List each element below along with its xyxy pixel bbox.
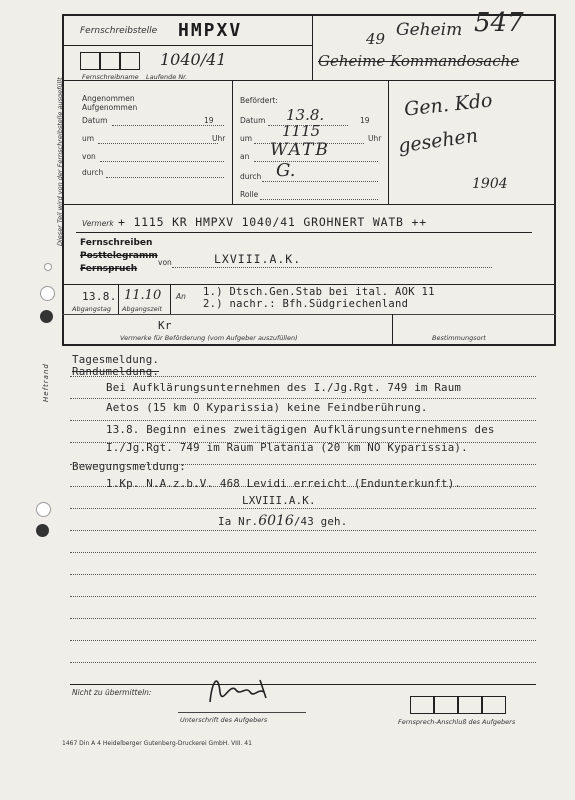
forwarded-datum-value: 13.8. <box>286 106 325 124</box>
received-von-line <box>100 161 224 162</box>
rule-line <box>70 574 536 575</box>
forwarded-um-label: um <box>240 134 253 143</box>
message-p2-line2: I./Jg.Rgt. 749 im Raum Platania (20 km NO Kyparissia). <box>106 441 468 454</box>
reference-line <box>218 510 347 529</box>
forwarded-datum-label: Datum <box>240 116 266 125</box>
classification-main: Geheime Kommandosache <box>318 52 520 70</box>
vermerk-top-divider <box>62 204 556 205</box>
printer-line: 1467 Din A 4 Heidelberger Gutenberg-Druckerei GmbH. VIII. 41 <box>62 740 252 747</box>
laufende-nr-value: 1040/41 <box>160 50 227 69</box>
vermerke-label: Vermerke für Beförderung (vom Aufgeber auszufüllen) <box>120 334 298 342</box>
rule-line <box>70 552 536 553</box>
type-sender: LXVIII.A.K. <box>214 252 302 266</box>
nicht-label: Nicht zu übermitteln: <box>72 688 152 697</box>
rule-line <box>70 530 536 531</box>
punch-hole <box>44 263 52 271</box>
signature-unit: LXVIII.A.K. <box>242 494 316 507</box>
routing-vline-1 <box>118 284 119 314</box>
received-von-label: von <box>82 152 96 161</box>
forwarded-rolle-line <box>260 199 378 200</box>
received-datum-label: Datum <box>82 116 108 125</box>
befoerdert-label: Befördert: <box>240 96 278 105</box>
rule-line <box>70 420 536 421</box>
punch-hole <box>40 286 55 301</box>
rule-line <box>70 662 536 663</box>
received-um-line <box>98 143 218 144</box>
bestimmungsort-divider <box>392 314 393 346</box>
bestimmungsort-label: Bestimmungsort <box>432 334 486 342</box>
rule-line <box>70 398 536 399</box>
forwarded-durch-value: G. <box>276 160 296 181</box>
top-row-divider <box>62 45 312 46</box>
routing-an-label: An <box>176 292 186 301</box>
bewegung-text: 1.Kp. N.A.z.b.V. 468 Levidi erreicht (Endunterkunft). <box>106 477 462 490</box>
punch-hole <box>36 502 51 517</box>
handwritten-note-line2: gesehen <box>396 124 480 158</box>
rule-line <box>70 640 536 641</box>
received-datum-line <box>112 125 224 126</box>
laufende-nr-label: Laufende Nr. <box>146 73 188 81</box>
signature-line <box>178 712 306 713</box>
punch-hole <box>36 524 49 537</box>
unterschrift-label: Unterschrift des Aufgebers <box>180 716 268 724</box>
routing-top-divider <box>62 284 556 285</box>
forwarded-uhr-label: Uhr <box>368 134 382 143</box>
forwarded-um-value: 1115 <box>282 122 321 140</box>
name-box-1 <box>80 52 100 70</box>
top-right-divider <box>312 14 313 80</box>
classification-top: Geheim <box>396 20 463 40</box>
received-um-label: um <box>82 134 95 143</box>
routing-recipient2: 2.) nachr.: Bfh.Südgriechenland <box>203 298 409 310</box>
type-fernschreiben: Fernschreiben <box>80 238 153 248</box>
side-text: Dieser Teil wird von der Fernschreibstelle ausgefüllt <box>56 77 64 246</box>
fernschreibname-label: Fernschreibname <box>82 73 139 81</box>
abgangstag-label: Abgangstag <box>72 305 111 313</box>
type-von-line <box>172 267 492 268</box>
type-fernspruch: Fernspruch <box>80 264 138 274</box>
aufgenommen-label: Aufgenommen <box>82 103 138 112</box>
forwarded-an-value: WATB <box>270 140 330 160</box>
type-posttelegramm: Posttelegramm <box>80 251 158 261</box>
phone-box-3 <box>458 696 482 714</box>
sheet-number: 547 <box>474 8 524 38</box>
angenommen-label: Angenommen <box>82 94 135 103</box>
received-uhr-label: Uhr <box>212 134 226 143</box>
rule-line <box>70 596 536 597</box>
routing-time: 11.10 <box>124 288 162 303</box>
footer-divider <box>70 684 536 685</box>
fernsprech-label: Fernsprech-Anschluß des Aufgebers <box>398 718 516 726</box>
received-year: 19 <box>204 116 214 125</box>
name-box-3 <box>120 52 140 70</box>
routing-mid-divider <box>62 314 556 315</box>
vermerk-divider <box>76 232 532 233</box>
page-number: 49 <box>366 30 386 48</box>
handwritten-note-number: 1904 <box>472 176 508 192</box>
received-durch-label: durch <box>82 168 104 177</box>
forwarded-year: 19 <box>360 116 370 125</box>
received-durch-line <box>106 177 224 178</box>
vermerk-value: + 1115 KR HMPXV 1040/41 GROHNERT WATB ++ <box>118 215 427 229</box>
message-heading: Tagesmeldung. <box>72 353 160 366</box>
rule-line <box>70 618 536 619</box>
vermerk-label: Vermerk <box>82 219 114 228</box>
routing-date: 13.8. <box>82 290 117 303</box>
received-divider <box>232 80 233 204</box>
margin-label: Heftrand <box>42 363 50 402</box>
type-von-label: von <box>158 258 172 267</box>
header-divider <box>62 80 556 81</box>
signature-scribble <box>200 662 290 712</box>
forwarded-rolle-label: Rolle <box>240 190 259 199</box>
routing-kr: Kr <box>158 319 172 332</box>
punch-hole <box>40 310 53 323</box>
reference-suffix: /43 geh. <box>293 515 348 528</box>
bewegung-label: Bewegungsmeldung: <box>72 460 186 473</box>
message-heading-struck: Randumeldung. <box>72 365 160 378</box>
message-p1-line1: Bei Aufklärungsunternehmen des I./Jg.Rgt. 749 im Raum <box>106 381 462 394</box>
message-p1-line2: Aetos (15 km O Kyparissia) keine Feindberührung. <box>106 401 428 414</box>
fernschreibstelle-label: Fernschreibstelle <box>80 26 158 36</box>
message-p2-line1: 13.8. Beginn eines zweitägigen Aufklärungsunternehmens des <box>106 423 495 436</box>
routing-recipient1: 1.) Dtsch.Gen.Stab bei ital. AOK 11 <box>203 286 435 298</box>
reference-prefix: Ia Nr. <box>218 515 259 528</box>
name-box-2 <box>100 52 120 70</box>
routing-vline-2 <box>170 284 171 314</box>
phone-box-1 <box>410 696 434 714</box>
forwarded-durch-label: durch <box>240 172 262 181</box>
rule-line <box>70 508 536 509</box>
station-stamp: HMPXV <box>178 20 243 41</box>
phone-box-4 <box>482 696 506 714</box>
forwarded-an-label: an <box>240 152 250 161</box>
forwarded-divider <box>388 80 389 204</box>
phone-box-2 <box>434 696 458 714</box>
reference-number: 6016 <box>258 513 294 529</box>
forwarded-durch-line <box>262 181 378 182</box>
handwritten-note-line1: Gen. Kdo <box>403 89 494 121</box>
forwarded-an-line <box>254 161 378 162</box>
abgangszeit-label: Abgangszeit <box>122 305 163 313</box>
